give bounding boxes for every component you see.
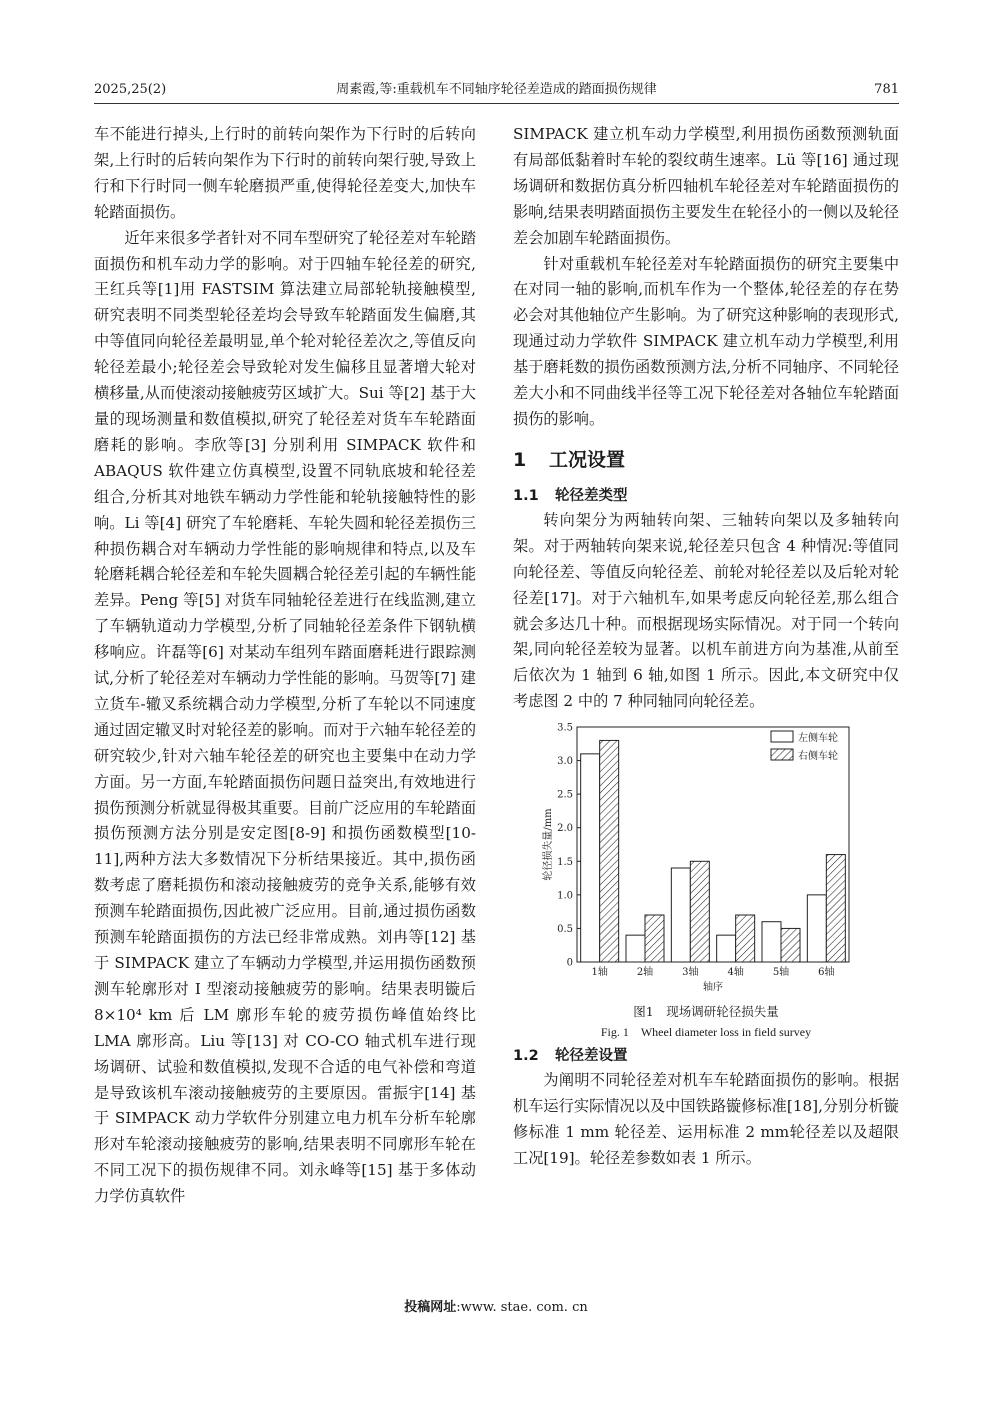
bar-left-wheel <box>717 935 736 962</box>
bar-right-wheel <box>826 855 845 962</box>
left-column <box>94 122 476 1210</box>
y-tick-label: 0 <box>566 957 573 969</box>
bar-chart <box>513 717 899 1001</box>
y-tick-label: 3.5 <box>557 722 573 734</box>
y-tick-label: 1.5 <box>557 856 573 868</box>
x-axis-label: 轴序 <box>703 982 723 994</box>
paragraph: 针对重载机车轮径差对车轮踏面损伤的研究主要集中在对同一轴的影响,而机车作为一个整体,轮径差的存在势必会对其他轴位产生影响。为了研究这种影响的表现形式,现通过动力学软件 SIMPACK 建立机车动力学模型,利用基于磨耗数的损伤函数预测方法,分析不同轴序、不同轮径差大小和不同曲线半径等工况下轮径差对各轴位车轮踏面损伤的影响。 <box>513 254 899 428</box>
paragraph: 转向架分为两轴转向架、三轴转向架以及多轴转向架。对于两轴转向架来说,轮径差只包含 4 种情况:等值同向轮径差、等值反向轮径差、前轮对轮径差以及后轮对轮径差[17]。对于六轴机车,如果考虑反向轮径差,那么组合就会多达几十种。而根据现场实际情况。对于同一个转向架,同向轮径差较为显著。以机车前进方向为基准,从前至后依次为 1 轴到 6 轴,如图 1 所示。因此,本文研究中仅考虑图 2 中的 7 种同轴同向轮径差。 <box>513 510 899 711</box>
page-header <box>94 80 899 102</box>
page-footer <box>0 1296 992 1315</box>
figure-caption-en: Fig. 1 Wheel diameter loss in field survey <box>600 1025 812 1040</box>
y-tick-label: 2.0 <box>557 823 573 835</box>
subsection-title: 轮径差类型 <box>555 487 628 504</box>
bar-left-wheel <box>807 895 826 962</box>
subsection-heading <box>513 484 899 508</box>
bar-left-wheel <box>626 935 645 962</box>
x-tick-label: 3轴 <box>682 967 699 979</box>
right-column <box>513 122 899 1172</box>
y-tick-label: 1.0 <box>557 890 573 902</box>
journal-issue: 2025,25(2) <box>94 82 167 97</box>
paragraph: 为阐明不同轮径差对机车车轮踏面损伤的影响。根据机车运行实际情况以及中国铁路镟修标准[18],分别分析镟修标准 1 mm 轮径差、运用标准 2 mm轮径差以及超限工况[19]。轮径差参数如表 1 所示。 <box>513 1071 899 1167</box>
bar-left-wheel <box>762 922 781 962</box>
bar-right-wheel <box>781 929 800 963</box>
legend-swatch <box>771 731 793 742</box>
figure-caption-zh: 图1 现场调研轮径损失量 <box>633 1004 779 1020</box>
running-title: 周素霞,等:重载机车不同轴序轮径差造成的踏面损伤规律 <box>336 82 657 97</box>
header-rule <box>94 103 899 104</box>
y-tick-label: 3.0 <box>557 756 573 768</box>
section-heading <box>513 446 899 474</box>
page-number: 781 <box>874 82 899 97</box>
subsection-heading <box>513 1044 899 1068</box>
subsection-number: 1.1 <box>513 487 539 504</box>
footer-url: :www. stae. com. cn <box>456 1300 588 1315</box>
subsection-title: 轮径差设置 <box>555 1048 628 1065</box>
section-title: 工况设置 <box>549 448 626 471</box>
x-tick-label: 5轴 <box>772 967 790 979</box>
figure-1 <box>513 717 899 1044</box>
bar-left-wheel <box>671 868 690 962</box>
legend-label: 左侧车轮 <box>798 733 838 745</box>
bar-right-wheel <box>645 915 664 962</box>
paragraph: 近年来很多学者针对不同车型研究了轮径差对车轮踏面损伤和机车动力学的影响。对于四轴车轮径差的研究,王红兵等[1]用 FASTSIM 算法建立局部轮轨接触模型,研究表明不同类型轮径差均会导致车轮踏面发生偏磨,其中等值同向轮径差最明显,单个轮对轮径差次之,等值反向轮径差最小;轮径差会导致轮对发生偏移且显著增大轮对横移量,从而使滚动接触疲劳区域扩大。Sui 等[2] 基于大量的现场测量和数值模拟,研究了轮径差对货车车轮踏面磨耗的影响。李欣等[3] 分别利用 SIMPACK 软件和 ABAQUS 软件建立仿真模型,设置不同轨底坡和轮径差组合,分析其对地铁车辆动力学性能和轮轨接触特性的影响。Li 等[4] 研究了车轮磨耗、车轮失圆和轮径差损伤三种损伤耦合对车辆动力学性能的影响规律和特点,以及车轮磨耗耦合轮径差和车轮失圆耦合轮径差引起的车辆性能差异。Peng 等[5] 对货车同轴轮径差进行在线监测,建立了车辆轨道动力学模型,分析了同轴轮径差条件下钢轨横移响应。许磊等[6] 对某动车组列车踏面磨耗进行跟踪测试,分析了轮径差对车辆动力学性能的影响。马贺等[7] 建立货车-辙叉系统耦合动力学模型,分析了车轮以不同速度通过固定辙叉时对轮径差的影响。而对于六轴车轮径差的研究较少,针对六轴车轮径差的研究也主要集中在动力学方面。另一方面,车轮踏面损伤问题日益突出,有效地进行损伤预测分析就显得极其重要。目前广泛应用的车轮踏面损伤预测方法分别是安定图[8-9] 和损伤函数模型[10-11],两种方法大多数情况下分析结果接近。其中,损伤函数考虑了磨耗损伤和滚动接触疲劳的竞争关系,能够有效预测车轮踏面损伤,因此被广泛应用。目前,通过损伤函数预测车轮踏面损伤的方法已经非常成熟。刘冉等[12] 基于 SIMPACK 建立了车辆动力学模型,并运用损伤函数预测车轮廓形对 I 型滚动接触疲劳的影响。结果表明镟后 8×10⁴ km 后 LM 廓形车轮的疲劳损伤峰值始终比 LMA 廓形高。Liu 等[13] 对 CO-CO 轴式机车进行现场调研、试验和数值模拟,发现不合适的电气补偿和弯道是导致该机车滚动接触疲劳的主要原因。雷振宇[14] 基于 SIMPACK 动力学软件分别建立电力机车分析车轮廓形对车轮滚动接触疲劳的影响,结果表明不同廓形车轮在不同工况下的损伤规律不同。刘永峰等[15] 基于多体动力学仿真软件 <box>94 228 476 1206</box>
section-number: 1 <box>513 448 527 471</box>
y-tick-label: 2.5 <box>557 789 573 801</box>
footer-label: 投稿网址 <box>404 1300 457 1315</box>
paragraph: SIMPACK 建立机车动力学模型,利用损伤函数预测轨面有局部低黏着时车轮的裂纹萌生速率。Lü 等[16] 通过现场调研和数据仿真分析四轴机车轮径差对车轮踏面损伤的影响,结果表明踏面损伤主要发生在轮径小的一侧以及轮径差会加剧车轮踏面损伤。 <box>513 125 899 247</box>
x-tick-label: 2轴 <box>636 967 654 979</box>
y-tick-label: 0.5 <box>557 924 573 936</box>
legend-label: 右侧车轮 <box>798 751 838 763</box>
legend-swatch <box>771 749 793 760</box>
x-tick-label: 1轴 <box>591 967 608 979</box>
y-axis-label: 轮径损失量/mm <box>543 808 554 881</box>
bar-right-wheel <box>600 741 619 963</box>
bar-left-wheel <box>581 754 600 962</box>
paragraph: 车不能进行掉头,上行时的前转向架作为下行时的后转向架,上行时的后转向架作为下行时的前转向架行驶,导致上行和下行时同一侧车轮磨损严重,使得轮径差变大,加快车轮踏面损伤。 <box>94 125 476 221</box>
x-tick-label: 6轴 <box>818 967 835 979</box>
x-tick-label: 4轴 <box>727 967 744 979</box>
bar-right-wheel <box>690 861 709 962</box>
subsection-number: 1.2 <box>513 1048 539 1065</box>
bar-right-wheel <box>736 915 755 962</box>
